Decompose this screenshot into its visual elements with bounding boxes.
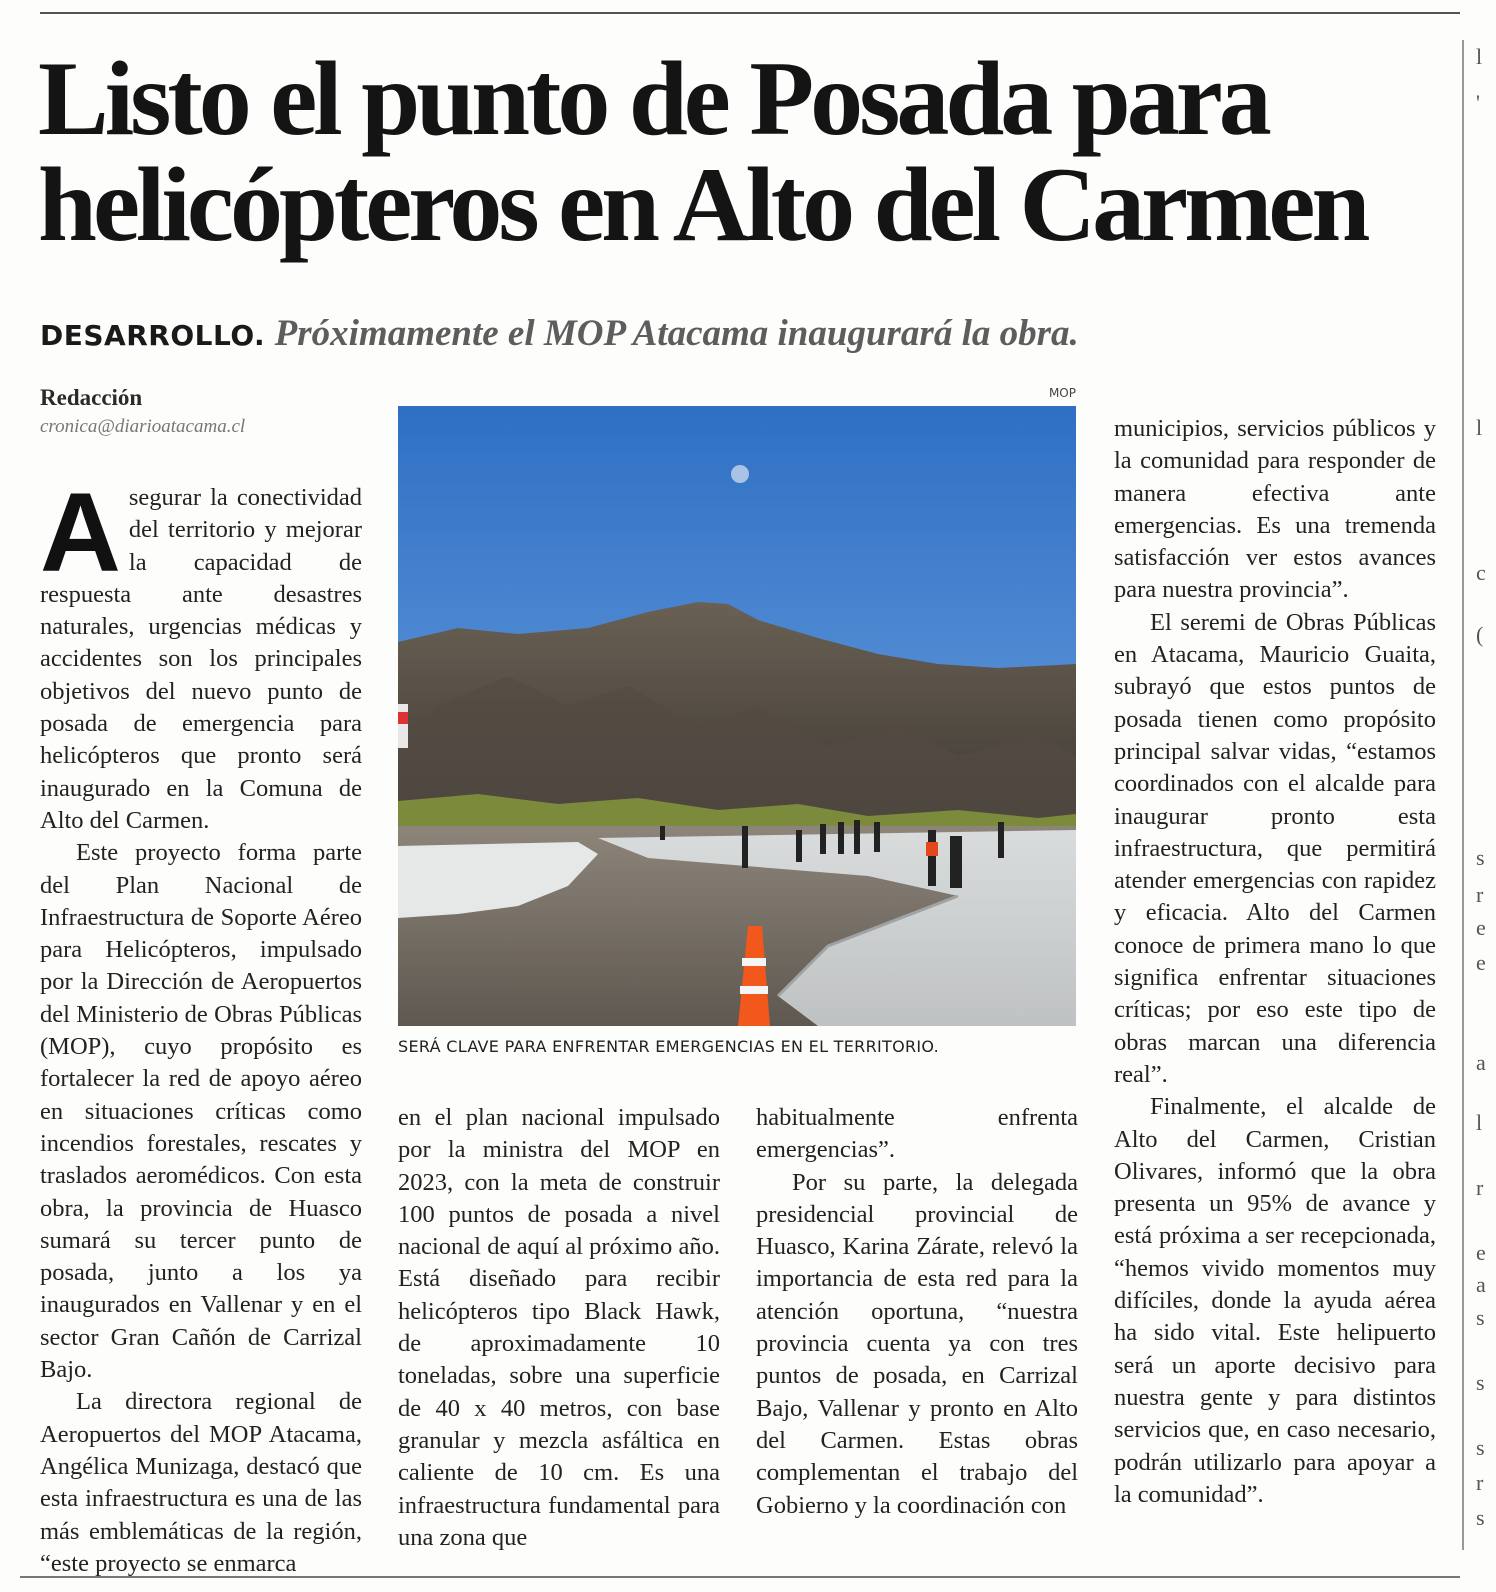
body-paragraph: El seremi de Obras Públicas en Atacama, Mauricio Guaita, subrayó que estos puntos de posada tienen como propósito principal salvar vidas, “estamos coordinados con el alcalde para inaugurar pronto esta infraestructura, que permitirá atender emergencias con rapidez y eficacia. Alto del Carmen conoce de primera mano lo que significa enfrentar situaciones críticas; por eso este tipo de obras marcan una diferencia real”. <box>1114 608 1436 1088</box>
edge-letter: e <box>1476 915 1486 940</box>
body-paragraph: Finalmente, el alcalde de Alto del Carmen, Cristian Olivares, informó que la obra presenta un 95% de avance y está próxima a ser recepcionada, “hemos vivido momentos muy difíciles, donde la ayuda aérea ha sido vital. Este helipuerto será un aporte decisivo para nuestra gente y para distintos servicios que, en caso necesario, podrán utilizarlo para apoyar a la comunidad”. <box>1114 1093 1436 1508</box>
body-column-4 <box>1114 413 1436 1511</box>
edge-letter: l <box>1476 44 1483 69</box>
kicker <box>40 308 1460 361</box>
headline-line-2: helicópteros en Alto del Carmen <box>38 146 1367 263</box>
paragraph-text: segurar la conectividad del territorio y mejorar la capacidad de respuesta ante desastres naturales, urgencias médicas y accidentes son los principales objetivos del nuevo punto de posada de emergencia para helicópteros que pronto será inaugurado en la Comuna de Alto del Carmen. <box>40 484 362 834</box>
section-label: DESARROLLO. <box>40 319 266 352</box>
edge-letter: ( <box>1476 622 1484 647</box>
body-column-3 <box>756 1102 1078 1522</box>
edge-letter: s <box>1476 1435 1485 1460</box>
edge-letter: ' <box>1476 90 1480 115</box>
edge-letter: e <box>1476 950 1486 975</box>
photo-credit: MOP <box>1048 386 1076 400</box>
byline <box>40 383 360 441</box>
headline <box>38 40 1458 263</box>
edge-letter: l <box>1476 415 1483 440</box>
byline-author: Redacción <box>40 385 143 410</box>
edge-letter: a <box>1476 1050 1486 1075</box>
headline-line-1: Listo el punto de Posada para <box>38 40 1268 157</box>
article-photo <box>398 406 1076 1026</box>
edge-letter: l <box>1476 1110 1483 1135</box>
edge-letter: s <box>1476 1370 1485 1395</box>
edge-letter: s <box>1476 1305 1485 1330</box>
column-rule-right <box>1462 40 1464 1550</box>
drop-cap: A <box>40 470 121 595</box>
body-column-1 <box>40 470 362 1580</box>
edge-letter: c <box>1476 560 1486 585</box>
body-column-2 <box>398 1102 720 1554</box>
byline-email: cronica@diarioatacama.cl <box>40 416 246 437</box>
deck-subtitle: Próximamente el MOP Atacama inaugurará la obra. <box>274 313 1079 354</box>
edge-letter: e <box>1476 1240 1486 1265</box>
body-paragraph: en el plan nacional impulsado por la ministra del MOP en 2023, con la meta de construir 100 puntos de posada a nivel nacional de aquí al próximo año. Está diseñado para recibir helicópteros tipo Black Hawk, de aproximadamente 10 toneladas, sobre una superficie de 40 x 40 metros, con base granular y mezcla asfáltica en caliente de 10 cm. Es una infraestructura fundamental para una zona que <box>398 1104 720 1551</box>
body-paragraph: La directora regional de Aeropuertos del MOP Atacama, Angélica Munizaga, destacó que esta infraestructura es una de las más emblemáticas de la región, “este proyecto se enmarca <box>40 1388 362 1577</box>
edge-letter: s <box>1476 845 1485 870</box>
edge-letter: a <box>1476 1272 1486 1297</box>
body-paragraph: municipios, servicios públicos y la comunidad para responder de manera efectiva ante emergencias. Es una tremenda satisfacción ver estos avances para nuestra provincia”. <box>1114 415 1436 604</box>
body-paragraph: habitualmente enfrenta emergencias”. <box>756 1104 1078 1164</box>
adjacent-article-edge <box>1476 0 1496 1592</box>
top-rule <box>40 12 1460 14</box>
body-paragraph: Por su parte, la delegada presidencial provincial de Huasco, Karina Zárate, relevó la importancia de esta red para la atención oportuna, “nuestra provincia cuenta ya con tres puntos de posada, en Carrizal Bajo, Vallenar y pronto en Alto del Carmen. Estas obras complementan el trabajo del Gobierno y la coordinación con <box>756 1168 1078 1519</box>
body-paragraph <box>40 470 362 837</box>
edge-letter: s <box>1476 1505 1485 1530</box>
edge-letter: r <box>1476 1470 1484 1495</box>
edge-letter: r <box>1476 882 1484 907</box>
body-paragraph: Este proyecto forma parte del Plan Nacional de Infraestructura de Soporte Aéreo para Helicópteros, impulsado por la Dirección de Aeropuertos del Ministerio de Obras Públicas (MOP), cuyo propósito es fortalecer la red de apoyo aéreo en situaciones críticas como incendios forestales, rescates y traslados aeromédicos. Con esta obra, la provincia de Huasco sumará su tercer punto de posada, junto a los ya inaugurados en Vallenar y en el sector Gran Cañón de Carrizal Bajo. <box>40 839 362 1384</box>
edge-letter: r <box>1476 1175 1484 1200</box>
photo-caption: SERÁ CLAVE PARA ENFRENTAR EMERGENCIAS EN EL TERRITORIO. <box>398 1037 940 1056</box>
